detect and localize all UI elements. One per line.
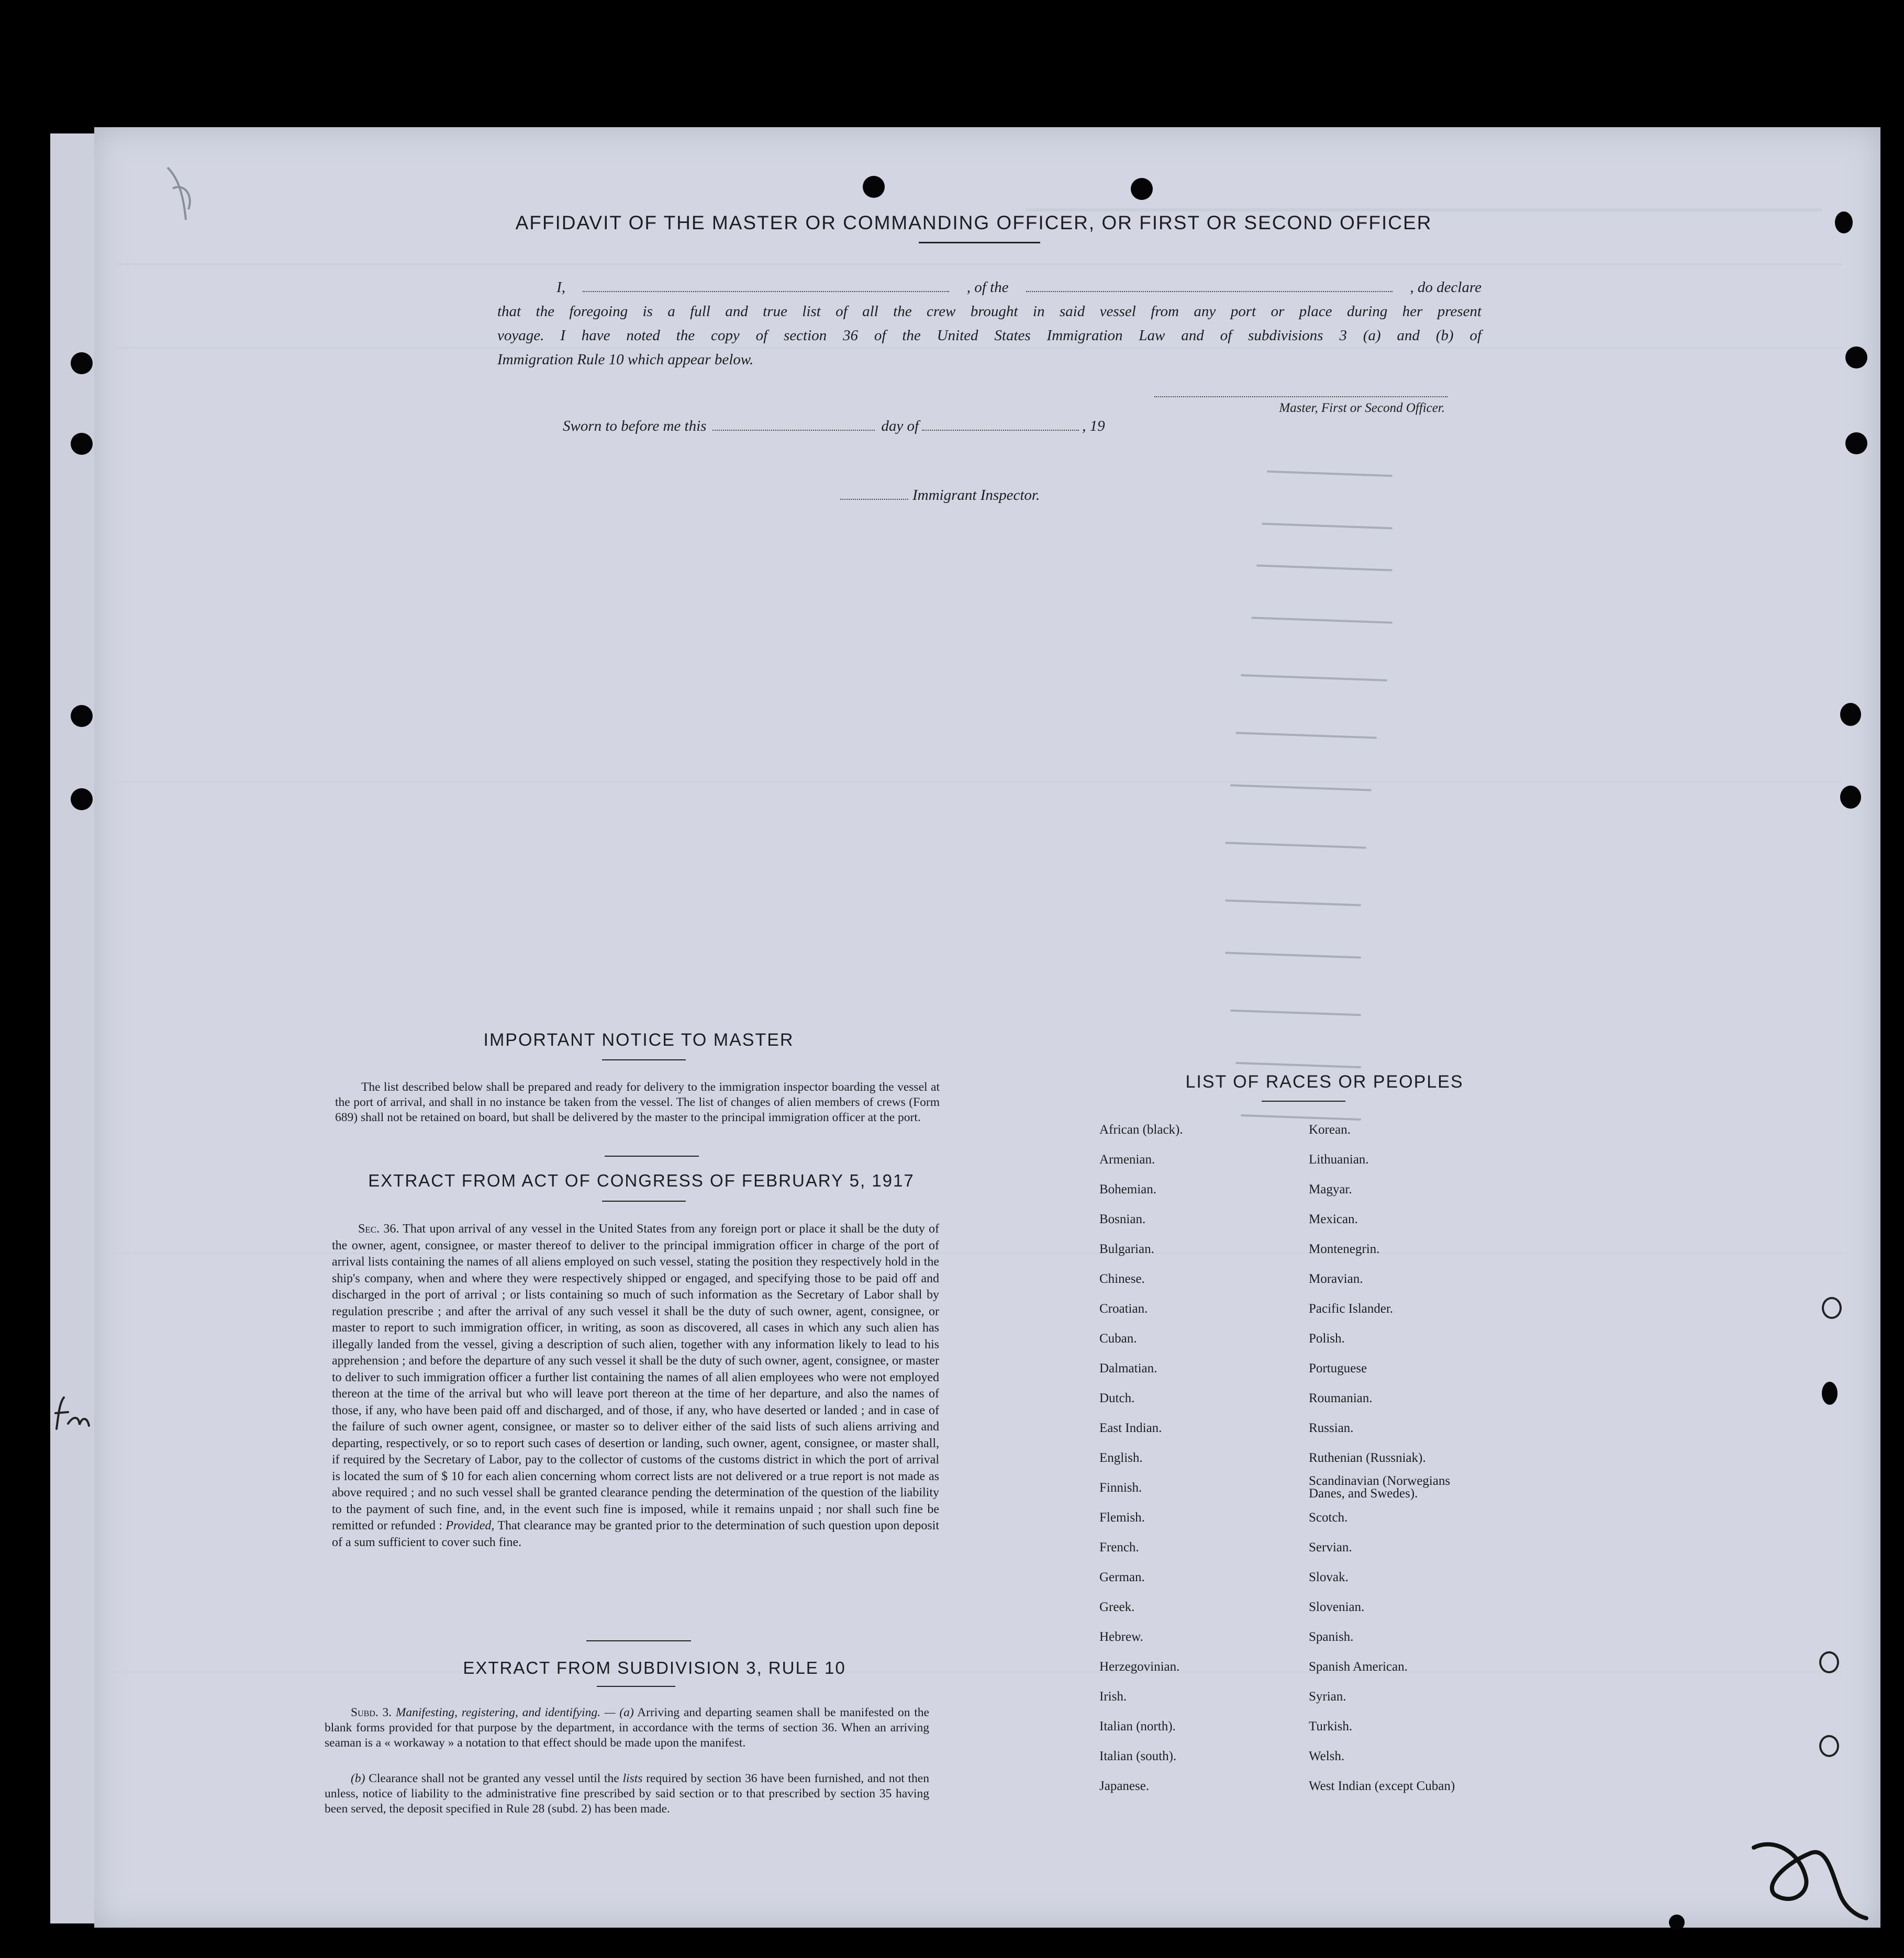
race-item: Slovak. (1309, 1570, 1349, 1584)
punch-hole (1845, 432, 1867, 454)
affidavit-of-the-label: , of the (966, 279, 1009, 296)
subd-heading: Manifesting, registering, and identifying. — (a) (395, 1706, 634, 1719)
race-item: Scotch. (1309, 1511, 1348, 1525)
race-item: English. (1099, 1451, 1143, 1465)
proviso-label: Provided, (446, 1519, 495, 1532)
inspector-label: Immigrant Inspector. (912, 487, 1040, 504)
affidavit-declaration-line (497, 275, 1482, 299)
race-item: Flemish. (1099, 1511, 1145, 1525)
pencil-mark (1230, 784, 1372, 791)
pencil-mark (1230, 1010, 1361, 1016)
rule-para-b-text-2: required by section 36 have been furnished, and not then unless, notice of liability to the administrative fine prescribed by said section or to that prescribed by section 35 having been served, the deposit specified in Rule 28 (subd. 2) has been made. (325, 1772, 929, 1816)
race-item: Turkish. (1309, 1719, 1353, 1733)
races-left-column (1099, 1115, 1298, 1801)
rule-para-a (325, 1705, 929, 1751)
race-item: Slovenian. (1309, 1600, 1365, 1614)
race-item: Italian (south). (1099, 1749, 1177, 1763)
rule-para-b-text-1: Clearance shall not be granted any vessel until the (369, 1772, 619, 1785)
extract-act-title: EXTRACT FROM ACT OF CONGRESS OF FEBRUARY 5, 1917 (368, 1171, 915, 1190)
pencil-mark (1267, 471, 1393, 477)
race-item: Lithuanian. (1309, 1153, 1369, 1167)
punch-hole (1840, 703, 1861, 726)
sworn-line (563, 418, 1170, 435)
race-item: Ruthenian (Russniak). (1309, 1451, 1426, 1465)
affidavit-line-4: Immigration Rule 10 which appear below. (497, 351, 754, 368)
affidavit-declare-label: , do declare (1410, 279, 1482, 296)
handwritten-mark (1743, 1832, 1869, 1921)
punch-hole (1131, 178, 1153, 200)
inspector-blank[interactable] (840, 496, 908, 500)
name-blank[interactable] (583, 288, 949, 292)
pencil-mark (1235, 732, 1377, 739)
rule-para-a-text: Arriving and departing seamen shall be manifested on the blank forms provided for that purpose by the department, in accordance with the terms of section 36. When an arriving seaman is a « workaway » a notation to that effect should be made upon the manifest. (325, 1706, 929, 1750)
race-item: Dalmatian. (1099, 1361, 1157, 1375)
pencil-annotation (157, 157, 209, 230)
pencil-mark (1262, 523, 1393, 530)
race-item: African (black). (1099, 1123, 1183, 1137)
punch-hole (1840, 786, 1861, 809)
extract-act-rule (586, 1640, 691, 1641)
punch-hole (1822, 1297, 1842, 1319)
section-36-text: That upon arrival of any vessel in the United States from any foreign port or place it shall be the duty of the owner, agent, consignee, or master thereof to deliver to the principal immigration officer in charge of the port of arrival lists containing the names of all aliens employed on such vessel, stating the position they respectively hold in the ship's company, when and where they were respectively shipped or engaged, and specifying those to be paid off and discharged in the port of arrival ; or lists containing so much of such information as the Secretary of Labor shall by regulation prescribe ; and after the arrival of any such vessel it shall be the duty of such owner, agent, consignee, or master to report to such immigration officer, in writing, as soon as discovered, all cases in which any such alien has illegally landed from the vessel, giving a description of such alien, together with any information likely to lead to his apprehension ; and before the departure of any such vessel it shall be the duty of such owner, agent, consignee, or master to deliver to such immigration officer a further list containing the names of all alien employees who were not employed thereon at the time of the arrival but who will leave port thereon at the time of her departure, and also the names of those, if any, who have been paid off and discharged, and of those, if any, who have deserted or landed ; and in case of the failure of such owner agent, consignee, or master so to deliver either of the said lists of such aliens arriving and departing, respectively, or so to report such cases of desertion or landing, such owner, agent, consignee, or master shall, if required by the Secretary of Labor, pay to the collector of customs of the customs district in which the port of arrival is located the sum of $ 10 for each alien concerning whom correct lists are not delivered or a true report is not made as above required ; and no such vessel shall be granted clearance pending the determination of the question of the liability to the payment of such fine, and, in the event such fine is imposed, while it remains unpaid ; nor shall such fine be remitted or refunded : (332, 1222, 939, 1532)
race-item: Dutch. (1099, 1391, 1135, 1405)
proviso-text: That clearance may be granted prior to the determination of such question upon deposit of a sum sufficient to cover such fine. (332, 1519, 940, 1549)
pencil-mark (1225, 952, 1361, 958)
race-item: Korean. (1309, 1123, 1351, 1137)
race-item: Spanish American. (1309, 1660, 1408, 1674)
signature-blank[interactable] (1154, 396, 1448, 397)
para-b-label: (b) (351, 1772, 365, 1785)
pencil-mark (1225, 899, 1361, 906)
extract-act-title-rule (602, 1201, 686, 1202)
affidavit-title: AFFIDAVIT OF THE MASTER OR COMMANDING OFFICER, OR FIRST OR SECOND OFFICER (515, 212, 1432, 233)
affidavit-i-label: I, (556, 279, 565, 296)
race-item: Chinese. (1099, 1272, 1145, 1286)
race-item: Mexican. (1309, 1212, 1358, 1226)
punch-hole (1819, 1735, 1839, 1757)
notice-body: The list described below shall be prepared and ready for delivery to the immigration inspector boarding the vessel at the port of arrival, and shall in no instance be taken from the vessel. The list of changes of alien members of crews (Form 689) shall not be retained on board, but shall be delivered by the master to the principal immigration officer at the port. (335, 1080, 940, 1124)
race-item: Servian. (1309, 1540, 1352, 1554)
affidavit-body (497, 275, 1482, 372)
pencil-mark (1235, 1062, 1361, 1068)
pencil-mark (1256, 564, 1393, 571)
affidavit-line-3: voyage. I have noted the copy of section 36 of the United States Immigration Law and of subdivisions 3 (a) and (b) of (497, 327, 1482, 344)
race-item: West Indian (except Cuban) (1309, 1779, 1455, 1793)
race-item: Hebrew. (1099, 1630, 1143, 1644)
notice-title-rule (602, 1059, 686, 1060)
race-item: French. (1099, 1540, 1139, 1554)
race-item: Bosnian. (1099, 1212, 1146, 1226)
punch-hole (71, 705, 93, 727)
race-item: Welsh. (1309, 1749, 1345, 1763)
inspector-line (840, 487, 1133, 504)
punch-hole (1819, 1651, 1839, 1673)
races-title-rule (1262, 1101, 1345, 1102)
bleed-through-line (115, 781, 1843, 783)
race-item: Cuban. (1099, 1332, 1137, 1346)
extract-rule-title-rule (597, 1686, 675, 1687)
punch-hole (1845, 346, 1867, 368)
race-item: Spanish. (1309, 1630, 1354, 1644)
affidavit-line-2: that the foregoing is a full and true list of all the crew brought in said vessel from any port or place during her present (497, 303, 1482, 320)
section-36-label: Sec. 36. (358, 1222, 399, 1236)
notice-title: IMPORTANT NOTICE TO MASTER (483, 1030, 794, 1050)
sworn-day-blank[interactable] (712, 427, 875, 431)
race-item: Montenegrin. (1309, 1242, 1380, 1256)
race-item: Irish. (1099, 1690, 1127, 1704)
notice-rule (605, 1156, 699, 1157)
race-item: Japanese. (1099, 1779, 1150, 1793)
punch-hole (863, 176, 885, 198)
race-item: Russian. (1309, 1421, 1354, 1435)
punch-hole (71, 788, 93, 810)
races-right-column (1309, 1115, 1555, 1801)
punch-hole (1669, 1915, 1685, 1930)
race-item: German. (1099, 1570, 1145, 1584)
race-item: Polish. (1309, 1332, 1345, 1346)
sworn-month-blank[interactable] (922, 427, 1079, 431)
rule-para-b-lists: lists (622, 1772, 643, 1785)
race-item: Roumanian. (1309, 1391, 1373, 1405)
race-item: Herzegovinian. (1099, 1660, 1180, 1674)
race-item: Bulgarian. (1099, 1242, 1154, 1256)
pencil-mark (1251, 617, 1393, 623)
sworn-prefix: Sworn to before me this (563, 418, 707, 434)
races-title: LIST OF RACES OR PEOPLES (1185, 1072, 1464, 1092)
vessel-blank[interactable] (1026, 288, 1393, 292)
signature-label: Master, First or Second Officer. (1279, 401, 1445, 415)
race-item: Pacific Islander. (1309, 1302, 1394, 1316)
race-item: Moravian. (1309, 1272, 1363, 1286)
punch-hole (71, 433, 93, 455)
bleed-through-line (1026, 208, 1822, 211)
affidavit-title-rule (919, 242, 1040, 243)
bleed-through-line (115, 263, 1843, 265)
race-item: Greek. (1099, 1600, 1135, 1614)
pencil-mark (1241, 674, 1387, 681)
rule-para-b (325, 1771, 929, 1817)
punch-hole (1835, 211, 1853, 233)
extract-act-body (332, 1221, 939, 1551)
subd-label: Subd. 3. (351, 1706, 392, 1719)
extract-rule-title: EXTRACT FROM SUBDIVISION 3, RULE 10 (463, 1658, 846, 1677)
race-item: Armenian. (1099, 1153, 1155, 1167)
sworn-day-label: day of (881, 418, 919, 434)
race-item: Magyar. (1309, 1182, 1352, 1196)
punch-hole (71, 352, 93, 374)
race-item: Scandinavian (Norwegians Danes, and Swedes). (1309, 1474, 1451, 1501)
race-item: Portuguese (1309, 1361, 1367, 1375)
document-page (94, 127, 1880, 1928)
race-item: Italian (north). (1099, 1719, 1176, 1733)
sworn-year-label: , 19 (1082, 418, 1105, 434)
punch-hole (1822, 1382, 1838, 1405)
race-item: Finnish. (1099, 1481, 1142, 1495)
pencil-mark (1225, 842, 1366, 848)
race-item: East Indian. (1099, 1421, 1162, 1435)
race-item: Croatian. (1099, 1302, 1148, 1316)
race-item: Syrian. (1309, 1690, 1346, 1704)
race-item: Bohemian. (1099, 1182, 1157, 1196)
